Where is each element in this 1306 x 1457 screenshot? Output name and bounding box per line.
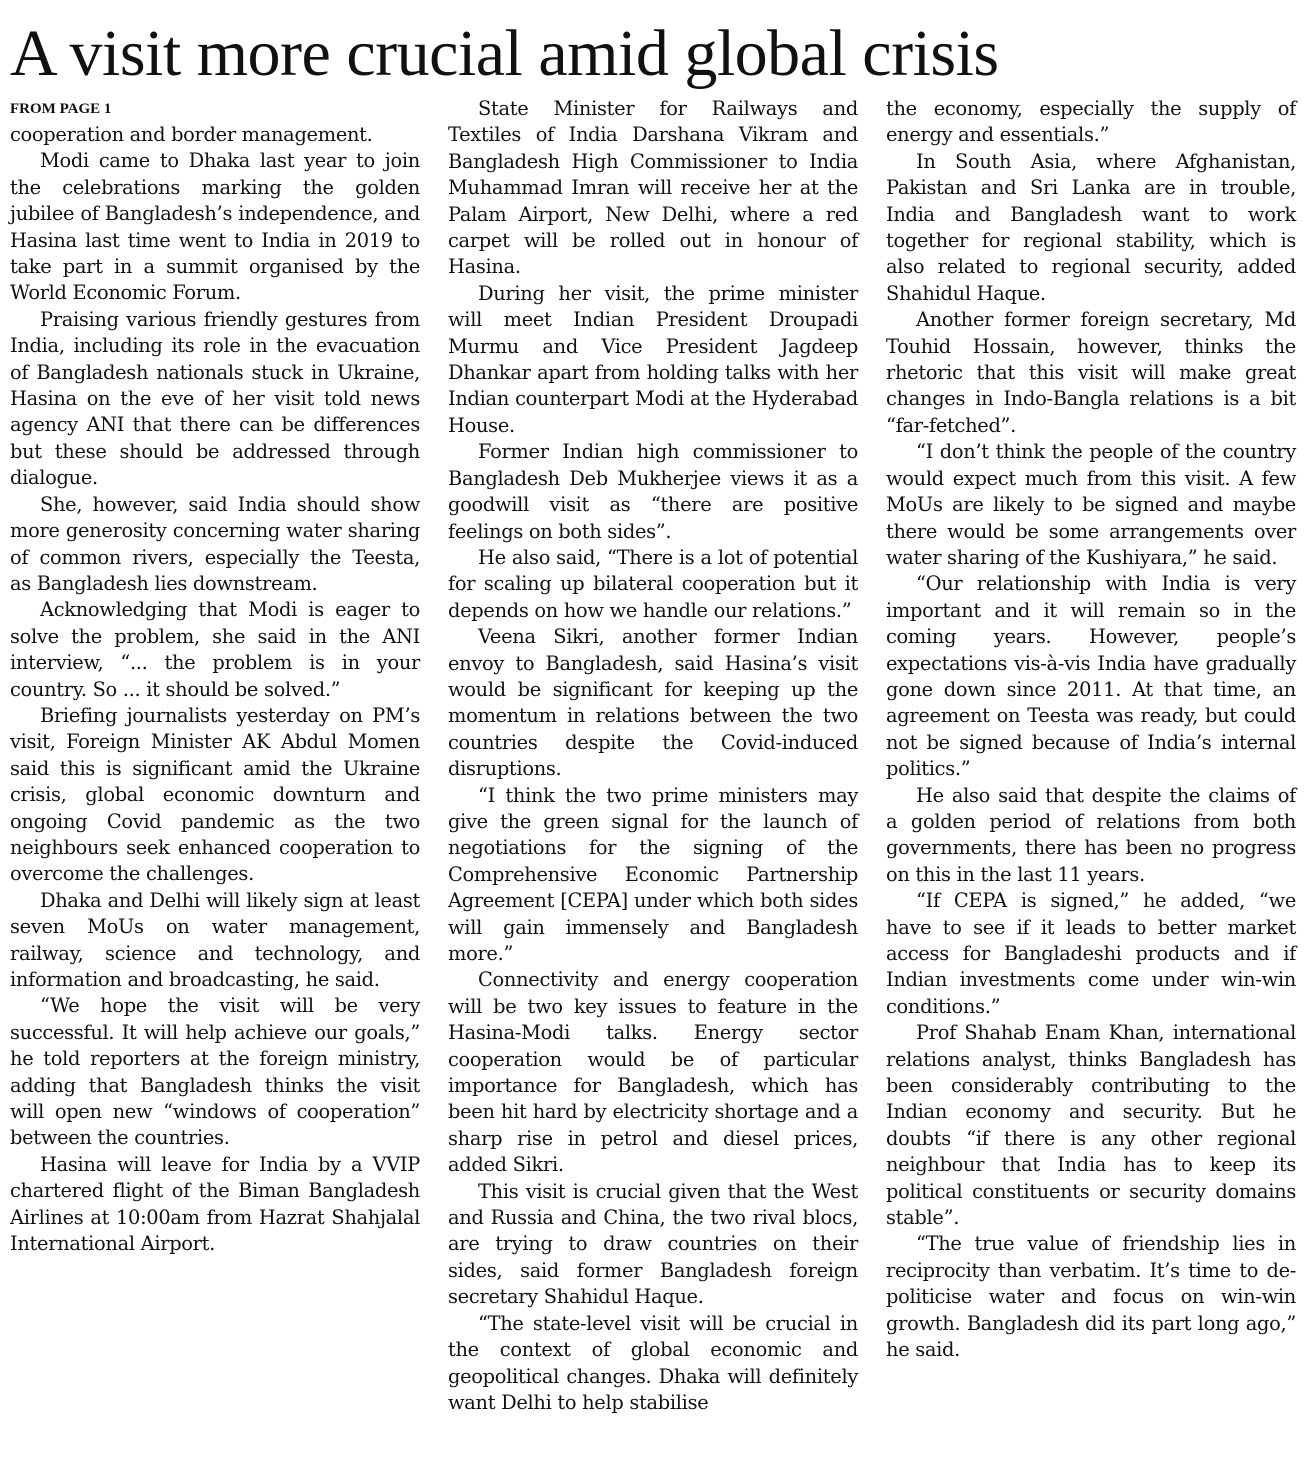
- article-column-1: [10, 96, 420, 1257]
- paragraph: Former Indian high commissioner to Bangladesh Deb Mukherjee views it as a goodwill visit as “there are positive feelings on both sides”.: [448, 440, 858, 543]
- paragraph: the economy, especially the supply of energy and essentials.”: [886, 97, 1296, 147]
- paragraph: Acknowledging that Modi is eager to solve the problem, she said in the ANI interview, “... the problem is in your country. So ... it should be solved.”: [10, 598, 420, 701]
- article-column-2: [448, 96, 858, 1416]
- paragraph: “We hope the visit will be very successful. It will help achieve our goals,” he told reporters at the foreign ministry, adding that Bangladesh thinks the visit will open new “windows of cooperation” between the countries.: [10, 994, 420, 1150]
- paragraph: State Minister for Railways and Textiles of India Darshana Vikram and Bangladesh High Commissioner to India Muhammad Imran will receive her at the Palam Airport, New Delhi, where a red carpet will be rolled out in honour of Hasina.: [448, 97, 858, 279]
- paragraph: During her visit, the prime minister will meet Indian President Droupadi Murmu and Vice President Jagdeep Dhankar apart from holding talks with her Indian counterpart Modi at the Hyderabad House.: [448, 281, 858, 437]
- paragraph: He also said that despite the claims of a golden period of relations from both governments, there has been no progress on this in the last 11 years.: [886, 783, 1296, 886]
- paragraph: Dhaka and Delhi will likely sign at least seven MoUs on water management, railway, science and technology, and information and broadcasting, he said.: [10, 888, 420, 991]
- paragraph: Briefing journalists yesterday on PM’s visit, Foreign Minister AK Abdul Momen said this is significant amid the Ukraine crisis, global economic downturn and ongoing Covid pandemic as the two neighbours seek enhanced cooperation to overcome the challenges.: [10, 703, 420, 886]
- paragraph: Another former foreign secretary, Md Touhid Hossain, however, thinks the rhetoric that this visit will make great changes in Indo-Bangla relations is a bit “far-fetched”.: [886, 308, 1296, 437]
- paragraph: “Our relationship with India is very important and it will remain so in the coming years. However, people’s expectations vis-à-vis India have gradually gone down since 2011. At that time, an agreement on Teesta was ready, but could not be signed because of India’s internal politics.”: [886, 572, 1296, 781]
- paragraph: “The state-level visit will be crucial in the context of global economic and geopolitical changes. Dhaka will definitely want Delhi to help stabilise: [448, 1311, 858, 1414]
- paragraph: “If CEPA is signed,” he added, “we have to see if it leads to better market access for Bangladeshi products and if Indian investments come under win-win conditions.”: [886, 889, 1296, 1018]
- paragraph: This visit is crucial given that the West and Russia and China, the two rival blocs, are trying to draw countries on their sides, said former Bangladesh foreign secretary Shahidul Haque.: [448, 1179, 858, 1309]
- paragraph: In South Asia, where Afghanistan, Pakistan and Sri Lanka are in trouble, India and Bangladesh want to work together for regional stability, which is also related to regional security, added Shahidul Haque.: [886, 149, 1296, 305]
- paragraph: “I don’t think the people of the country would expect much from this visit. A few MoUs are likely to be signed and maybe there would be some arrangements over water sharing of the Kushiyara,” he said.: [886, 440, 1296, 569]
- paragraph: “The true value of friendship lies in reciprocity than verbatim. It’s time to de-politicise water and focus on win-win growth. Bangladesh did its part long ago,” he said.: [886, 1232, 1296, 1362]
- article-column-3: [886, 96, 1296, 1364]
- headline: A visit more crucial amid global crisis: [10, 17, 999, 90]
- paragraph: She, however, said India should show more generosity concerning water sharing of common rivers, especially the Teesta, as Bangladesh lies downstream.: [10, 492, 420, 595]
- paragraph: “I think the two prime ministers may give the green signal for the launch of negotiations for the signing of the Comprehensive Economic Partnership Agreement [CEPA] under which both sides will gain immensely and Bangladesh more.”: [448, 783, 858, 965]
- paragraph: Connectivity and energy cooperation will be two key issues to feature in the Hasina-Modi talks. Energy sector cooperation would be of particular importance for Bangladesh, which has been hit hard by electricity shortage and a sharp rise in petrol and diesel prices, added Sikri.: [448, 968, 858, 1177]
- paragraph: Modi came to Dhaka last year to join the celebrations marking the golden jubilee of Bangladesh’s independence, and Hasina last time went to India in 2019 to take part in a summit organised by the World Economic Forum.: [10, 149, 420, 305]
- paragraph: Prof Shahab Enam Khan, international relations analyst, thinks Bangladesh has been considerably contributing to the Indian economy and security. But he doubts “if there is any other regional neighbour that India has to keep its political constituents or security domains stable”.: [886, 1021, 1296, 1230]
- paragraph: Hasina will leave for India by a VVIP chartered flight of the Biman Bangladesh Airlines at 10:00am from Hazrat Shahjalal International Airport.: [10, 1152, 420, 1256]
- continuation-label: FROM PAGE 1: [10, 101, 112, 117]
- paragraph: Veena Sikri, another former Indian envoy to Bangladesh, said Hasina’s visit would be significant for keeping up the momentum in relations between the two countries despite the Covid-induced disruptions.: [448, 625, 858, 781]
- paragraph: He also said, “There is a lot of potential for scaling up bilateral cooperation but it depends on how we handle our relations.”: [448, 545, 858, 622]
- paragraph: Praising various friendly gestures from India, including its role in the evacuation of Bangladesh nationals stuck in Ukraine, Hasina on the eve of her visit told news agency ANI that there can be differences but these should be addressed through dialogue.: [10, 307, 420, 490]
- paragraph: cooperation and border management.: [10, 123, 373, 146]
